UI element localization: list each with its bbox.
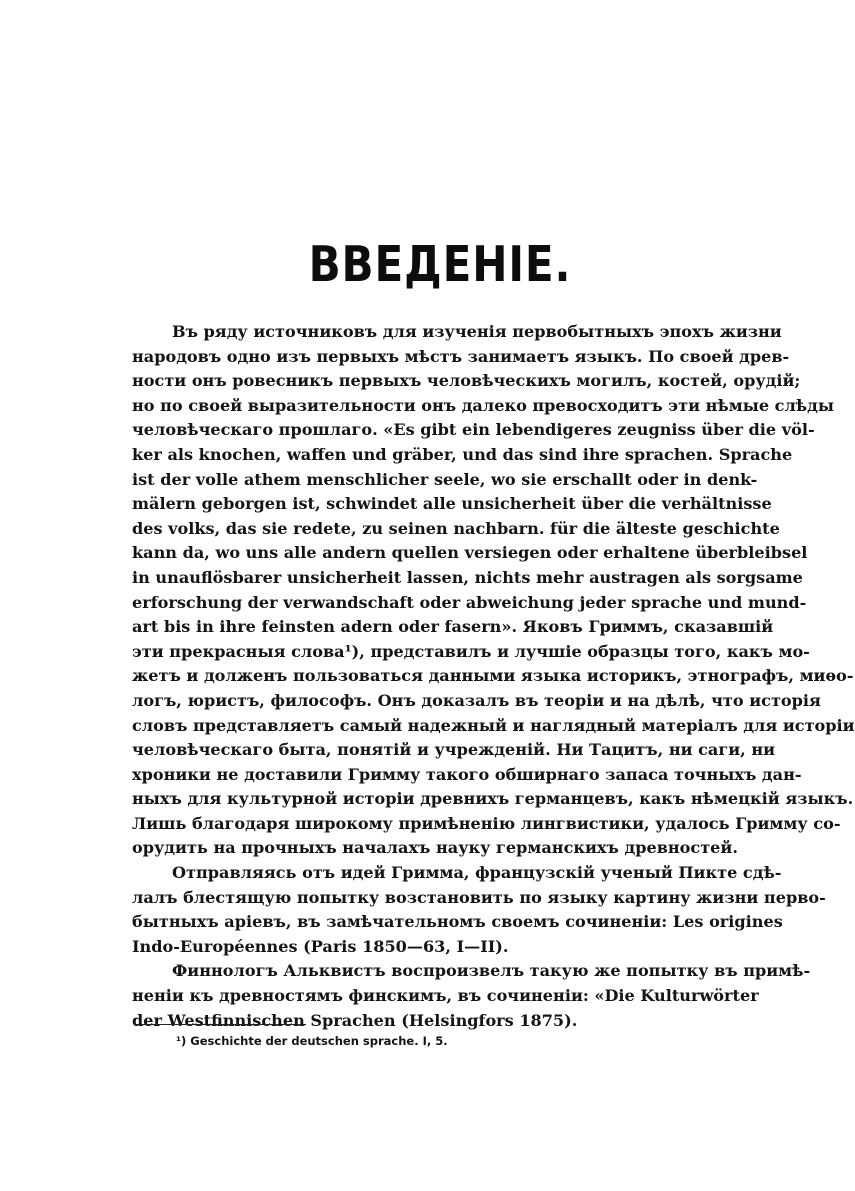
text-line: der Westfinnischen Sprachen (Helsingfors 1875). [132,1010,578,1030]
text-line: но по своей выразительности онъ далеко превосходитъ эти нѣмые слѣды [132,395,834,415]
text-line: in unauflösbarer unsicherheit lassen, nichts mehr austragen als sorgsame [132,567,803,587]
text-line: Indo-Européennes (Paris 1850—63, I—II). [132,936,509,956]
text-line: орудить на прочныхъ началахъ науку германскихъ древностей. [132,838,738,858]
text-line: des volks, das sie redete, zu seinen nachbarn. für die älteste geschichte [132,518,780,538]
text-line: словъ представляетъ самый надежный и наглядный матеріалъ для исторіи [132,715,855,735]
text-line: erforschung der verwandschaft oder abweichung jeder sprache und mund- [132,592,807,612]
text-line: Лишь благодаря широкому примѣненію лингвистики, удалось Гримму со- [132,813,841,833]
text-line: ныхъ для культурной исторіи древнихъ германцевъ, какъ нѣмецкій языкъ. [132,789,854,809]
text-line: хроники не доставили Гримму такого обширнаго запаса точныхъ дан- [132,764,802,784]
text-line: kann da, wo uns alle andern quellen versiegen oder erhaltene überbleibsel [132,543,808,563]
text-line: человѣческаго прошлаго. «Es gibt ein lebendigeres zeugniss über die völ- [132,420,815,440]
text-line: ности онъ ровесникъ первыхъ человѣческихъ могилъ, костей, орудій; [132,371,801,391]
text-line: бытныхъ аріевъ, въ замѣчательномъ своемъ сочиненіи: Les origines [132,912,783,932]
body-text [132,320,855,1033]
text-line: народовъ одно изъ первыхъ мѣстъ занимаетъ языкъ. По своей древ- [132,346,790,366]
footnote: ¹) Geschichte der deutschen sprache. I, 5. [176,1034,448,1048]
text-line: art bis in ihre feinsten adern oder fasern». Яковъ Гриммъ, сказавшій [132,617,774,637]
footnote-rule [134,1024,306,1025]
text-line: ker als knochen, waffen und gräber, und das sind ihre sprachen. Sprache [132,444,793,464]
text-line: человѣческаго быта, понятій и учрежденій. Ни Тацитъ, ни саги, ни [132,740,776,760]
text-line: Въ ряду источниковъ для изученія первобытныхъ эпохъ жизни [172,322,782,341]
text-line: эти прекрасныя слова¹), представилъ и лучшіе образцы того, какъ мо- [132,641,810,661]
text-line: ist der volle athem menschlicher seele, wo sie erschallt oder in denk- [132,469,758,489]
text-line: mälern geborgen ist, schwindet alle unsicherheit über die verhältnisse [132,494,772,514]
text-line: Отправляясь отъ идей Гримма, французскій ученый Пикте сдѣ- [172,863,782,883]
text-line: логъ, юристъ, философъ. Онъ доказалъ въ теоріи и на дѣлѣ, что исторія [132,690,821,710]
text-line: жетъ и долженъ пользоваться данными языка историкъ, этнографъ, миѳо- [132,666,854,686]
text-line: лалъ блестящую попытку возстановить по языку картину жизни перво- [132,887,826,907]
text-line: неніи къ древностямъ финскимъ, въ сочиненіи: «Die Kulturwörter [132,986,759,1006]
chapter-title: ВВЕДЕНІЕ. [308,236,572,293]
text-line: Финнологъ Альквистъ воспроизвелъ такую же попытку въ примѣ- [172,961,811,981]
